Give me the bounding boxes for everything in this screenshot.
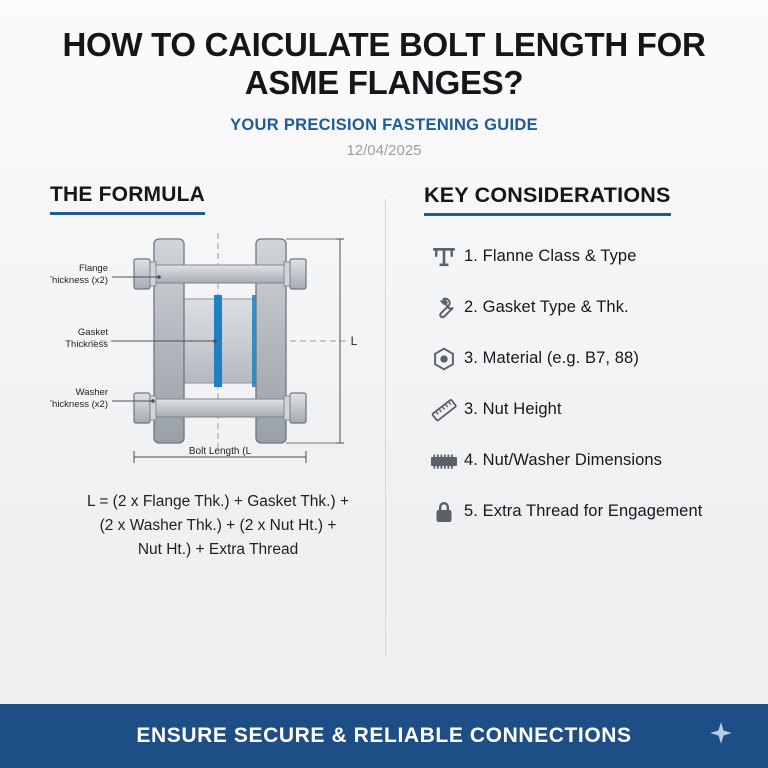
considerations-column xyxy=(386,183,742,704)
hex-nut-icon xyxy=(424,344,464,374)
nut-bottom-left xyxy=(134,393,150,423)
washer-bottom-right xyxy=(284,396,290,420)
bolt-shank-bottom xyxy=(140,399,300,417)
ruler-icon xyxy=(424,395,464,425)
list-item-label: 3. Material (e.g. B7, 88) xyxy=(464,349,639,368)
list-item-label: 5. Extra Thread for Engagement xyxy=(464,502,703,521)
formula-column xyxy=(26,183,386,704)
formula-line-2: (2 x Washer Thk.) + (2 x Nut Ht.) + xyxy=(99,516,337,534)
nut-top-left xyxy=(134,259,150,289)
nut-washer-icon xyxy=(424,446,464,476)
considerations-list xyxy=(424,242,742,527)
list-item[interactable] xyxy=(424,497,742,527)
list-item[interactable] xyxy=(424,395,742,425)
leader-flange-dot xyxy=(157,275,161,279)
header xyxy=(0,0,768,169)
formula-section-title: THE FORMULA xyxy=(50,183,205,215)
label-overall-length: L xyxy=(350,333,358,348)
leader-washer-dot xyxy=(151,399,155,403)
washer-top-left xyxy=(150,262,156,286)
label-bolt-length: Bolt Length (L xyxy=(188,445,252,457)
footer-text: ENSURE SECURE & RELIABLE CONNECTIONS xyxy=(136,724,632,747)
formula-text xyxy=(50,490,386,562)
label-washer-line1: Washer xyxy=(75,386,108,398)
nut-bottom-right xyxy=(290,393,306,423)
label-gasket-line1: Gasket xyxy=(77,326,108,338)
wrench-icon xyxy=(424,293,464,323)
page-date: 12/04/2025 xyxy=(346,141,422,159)
list-item[interactable] xyxy=(424,344,742,374)
lock-icon xyxy=(424,497,464,527)
footer-banner xyxy=(0,704,768,768)
column-divider xyxy=(385,199,386,656)
label-flange-line2: Thickness (x2) xyxy=(50,274,108,286)
leader-gasket-dot xyxy=(213,339,217,343)
list-item[interactable] xyxy=(424,242,742,272)
sparkle-icon xyxy=(708,721,734,752)
formula-line-3: Nut Ht.) + Extra Thread xyxy=(137,540,299,558)
washer-top-right xyxy=(284,262,290,286)
flange-diagram-svg xyxy=(50,229,390,479)
list-item-label: 1. Flanne Class & Type xyxy=(464,247,637,266)
flange-bolt-diagram xyxy=(50,229,386,484)
bolt-shank-top xyxy=(140,265,300,283)
considerations-section-title: KEY CONSIDERATIONS xyxy=(424,183,671,216)
label-flange-line1: Flange xyxy=(78,262,108,274)
label-washer-line2: Thickness (x2) xyxy=(50,398,108,410)
page-subtitle: YOUR PRECISION FASTENING GUIDE xyxy=(230,115,538,134)
label-gasket-line2: Thickness xyxy=(65,338,108,350)
formula-line-1: L = (2 x Flange Thk.) + Gasket Thk.) + xyxy=(86,492,350,510)
content-body xyxy=(0,169,768,704)
page-title: HOW TO CAICULATE BOLT LENGTH FOR ASME FLANGES? xyxy=(62,26,706,102)
list-item[interactable] xyxy=(424,293,742,323)
list-item[interactable] xyxy=(424,446,742,476)
wrench-tool-icon xyxy=(424,242,464,272)
nut-top-right xyxy=(290,259,306,289)
list-item-label: 2. Gasket Type & Thk. xyxy=(464,298,629,317)
list-item-label: 4. Nut/Washer Dimensions xyxy=(464,451,663,470)
list-item-label: 3. Nut Height xyxy=(464,400,562,419)
